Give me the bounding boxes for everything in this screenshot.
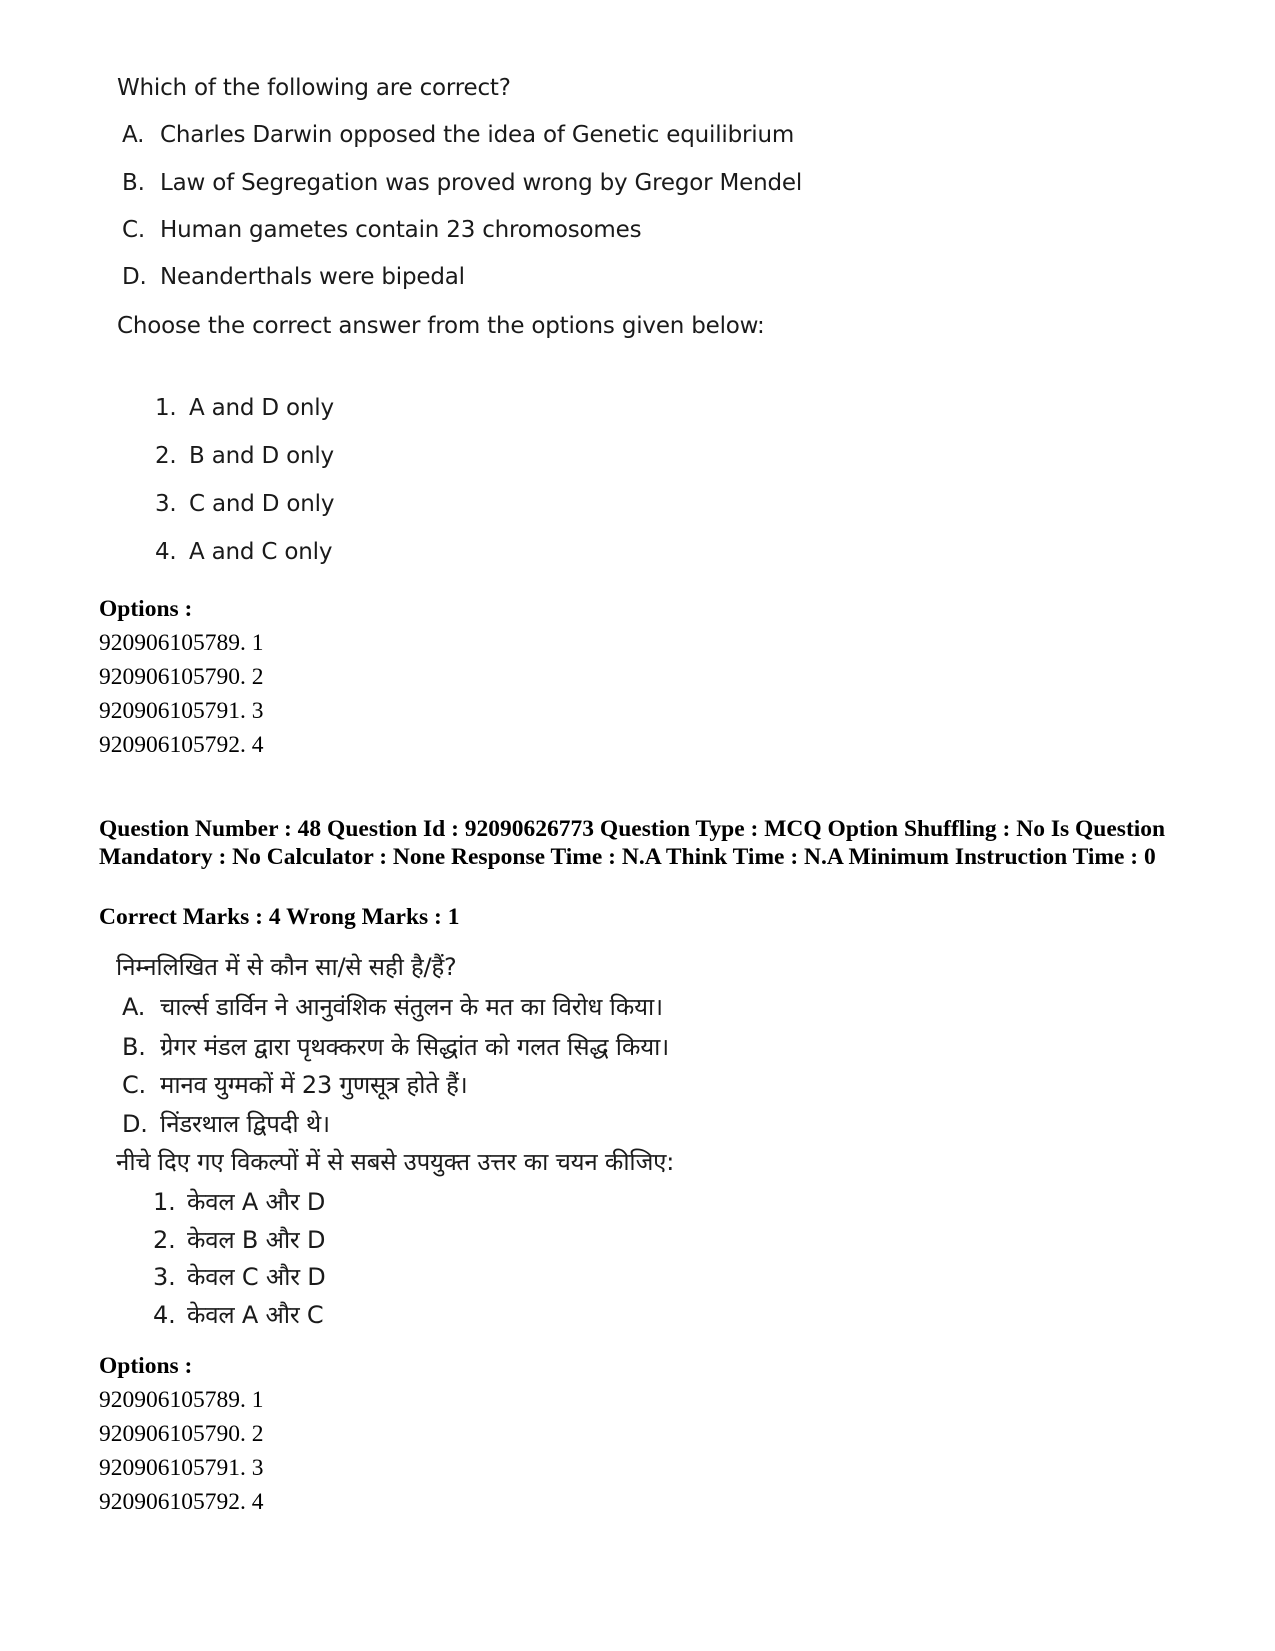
choice-text: A and C only [189,539,333,565]
statement-text: Human gametes contain 23 chromosomes [160,217,642,243]
statement-b [122,170,802,196]
option-item: 920906105791. 3 [99,1455,264,1481]
choice-number: 4. [153,1301,176,1329]
statement-text: ग्रेगर मंडल द्वारा पृथक्करण के सिद्धांत को गलत सिद्ध किया। [160,1033,670,1061]
choice-4 [155,539,332,565]
statement-d-hindi [122,1107,330,1140]
marks-info: Correct Marks : 4 Wrong Marks : 1 [99,904,460,930]
option-item: 920906105792. 4 [99,1489,264,1515]
statement-letter: A. [122,993,146,1021]
statement-letter: D. [122,264,147,290]
choice-text: A and D only [189,395,334,421]
choice-text: केवल B और D [187,1226,326,1254]
question-metadata: Question Number : 48 Question Id : 92090626773 Question Type : MCQ Option Shuffling : No Is Question Mandatory : No Calculator : None Response Time : N.A Think Time : N.A Minimum Instruction Time : 0 [99,816,1166,870]
statement-text: मानव युग्मकों में 23 गुणसूत्र होते हैं। [160,1071,468,1099]
choice-2 [155,443,334,469]
choice-number: 1. [153,1188,176,1216]
statement-c [122,217,641,243]
question-prompt: Which of the following are correct? [117,75,511,101]
statement-text: निंडरथाल द्विपदी थे। [160,1110,330,1138]
hindi-question-image [0,950,1275,1350]
statement-c-hindi [122,1068,468,1101]
choice-text: C and D only [189,491,335,517]
statement-letter: B. [122,1033,146,1061]
statement-d [122,264,465,290]
statement-b-hindi [122,1030,669,1063]
question-instruction-hindi: नीचे दिए गए विकल्पों में से सबसे उपयुक्त उत्तर का चयन कीजिए: [116,1148,675,1176]
option-item: 920906105792. 4 [99,732,264,758]
statement-letter: B. [122,170,145,196]
choice-text: केवल A और C [187,1301,324,1329]
options-label: Options : [99,596,193,622]
choice-1-hindi [153,1185,325,1218]
choice-text: केवल A और D [187,1188,326,1216]
choice-text: B and D only [189,443,334,469]
option-item: 920906105790. 2 [99,664,264,690]
statement-text: चार्ल्स डार्विन ने आनुवंशिक संतुलन के मत का विरोध किया। [160,993,663,1021]
statement-text: Law of Segregation was proved wrong by Gregor Mendel [160,170,803,196]
choice-3-hindi [153,1260,326,1293]
question-instruction: Choose the correct answer from the options given below: [117,313,765,339]
options-label: Options : [99,1353,193,1379]
choice-3 [155,491,334,517]
statement-letter: A. [122,122,145,148]
statement-a [122,122,794,148]
option-item: 920906105791. 3 [99,698,264,724]
statement-letter: D. [122,1110,148,1138]
choice-number: 3. [155,491,177,517]
question-prompt-hindi: निम्नलिखित में से कौन सा/से सही है/हैं? [116,953,457,981]
english-question-image [0,0,1275,590]
choice-number: 3. [153,1263,176,1291]
choice-2-hindi [153,1223,325,1256]
choice-number: 4. [155,539,177,565]
option-item: 920906105789. 1 [99,1387,264,1413]
statement-letter: C. [122,1071,146,1099]
choice-1 [155,395,334,421]
choice-4-hindi [153,1298,323,1331]
statement-letter: C. [122,217,145,243]
option-item: 920906105790. 2 [99,1421,264,1447]
option-item: 920906105789. 1 [99,630,264,656]
choice-number: 2. [155,443,177,469]
choice-text: केवल C और D [187,1263,326,1291]
choice-number: 1. [155,395,177,421]
statement-a-hindi [122,990,663,1023]
statement-text: Charles Darwin opposed the idea of Genetic equilibrium [160,122,795,148]
choice-number: 2. [153,1226,176,1254]
statement-text: Neanderthals were bipedal [160,264,465,290]
